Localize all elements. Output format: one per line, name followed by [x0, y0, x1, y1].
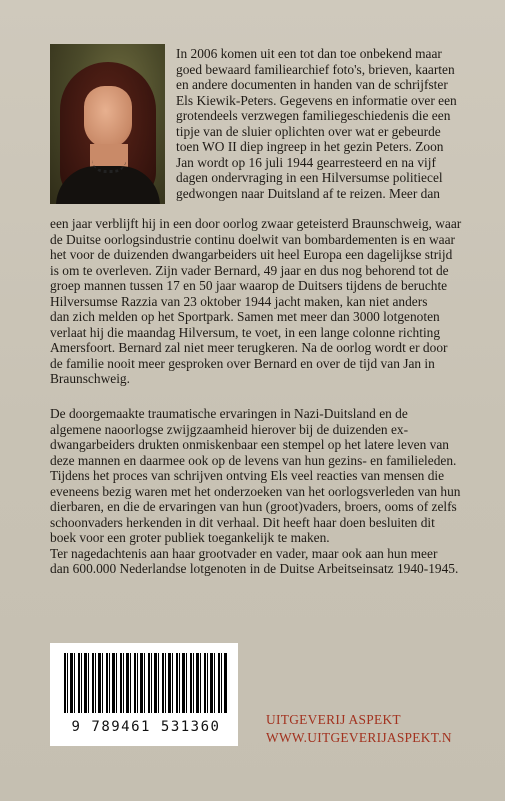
publisher-name: UITGEVERIJ ASPEKT	[266, 712, 401, 727]
text-line: tipje van de sluier oplichten over wat er gebeurde	[176, 123, 441, 139]
text-line: algemene naoorlogse zwijgzaamheid hierover bij de duizenden ex-	[50, 421, 409, 437]
text-line: dagen ondervraging in een Hilversumse politiecel	[176, 170, 443, 185]
text-line: dan 600.000 Nederlandse lotgenoten in de Duitse Arbeitseinsatz 1940-1945.	[50, 561, 459, 576]
isbn-barcode	[50, 643, 238, 746]
publisher-url: WWW.UITGEVERIJASPEKT.N	[266, 730, 452, 745]
text-line: gedwongen naar Duitsland af te reizen. Meer dan	[176, 185, 440, 201]
text-line: dierbaren, en die de ervaringen van hun (groot)vaders, broers, ooms of zelfs	[50, 499, 457, 514]
text-line: Tijdens het proces van schrijven ontving Els veel reacties van mensen die	[50, 468, 445, 483]
barcode-bars	[64, 653, 228, 713]
text-line: dan zich melden op het Sportpark. Samen met meer dan 3000 lotgenoten	[50, 309, 440, 324]
text-line: Ter nagedachtenis aan haar grootvader en vader, maar ook aan hun meer	[50, 545, 438, 561]
text-line: een jaar verblijft hij in een door oorlog zwaar geteisterd Braunschweig, waar	[50, 216, 462, 231]
text-line: Braunschweig.	[50, 371, 130, 386]
text-line: Amersfoort. Bernard zal niet meer terugkeren. Na de oorlog wordt er door	[50, 340, 448, 355]
text-line: Hilversumse Razzia van 23 oktober 1944 jacht maken, kan niet anders	[50, 293, 428, 309]
text-line: dwangarbeiders drukten onmiskenbaar een stempel op het latere leven van	[50, 437, 449, 452]
text-line: het voor de duizenden dwangarbeiders uit heel Europa een dagelijkse strijd	[50, 247, 453, 262]
text-line: de Duitse oorlogsindustrie continu doelwit van bombardementen is en waar	[50, 231, 455, 247]
text-line: boek voor een groter publiek toegankelijk te maken.	[50, 530, 330, 545]
text-line: en andere documenten in handen van de schrijfster	[176, 77, 448, 92]
author-photo	[50, 44, 165, 204]
text-line: toen WO II diep ingreep in het gezin Peters. Zoon	[176, 139, 444, 154]
blurb-paragraph-1-continued	[50, 216, 490, 387]
blurb-paragraph-1	[176, 46, 486, 201]
text-line: In 2006 komen uit een tot dan toe onbekend maar	[176, 46, 442, 61]
isbn-number: 9 789461 531360	[71, 719, 221, 735]
text-line: verlaat hij die maandag Hilversum, te voet, in een lange colonne richting	[50, 324, 441, 340]
text-line: eveneens bezig waren met het onderzoeken van het oorlogsverleden van hun	[50, 483, 461, 499]
text-line: Els Kiewik-Peters. Gegevens en informatie over een	[176, 92, 457, 108]
text-line: grotendeels verzwegen familiegeschiedenis die een	[176, 108, 451, 123]
text-line: goed bewaard familiearchief foto's, brieven, kaarten	[176, 61, 455, 77]
text-line: De doorgemaakte traumatische ervaringen in Nazi-Duitsland en de	[50, 406, 408, 421]
text-line: schoonvaders herkenden in dit verhaal. Dit heeft haar doen besluiten dit	[50, 514, 435, 530]
text-line: groep mannen tussen 17 en 50 jaar waarop de Duitsers tijdens de beruchte	[50, 278, 448, 293]
text-line: Jan wordt op 16 juli 1944 gearresteerd en na vijf	[176, 154, 436, 170]
blurb-paragraph-2	[50, 406, 490, 577]
text-line: de familie nooit meer gesproken over Bernard en over de tijd van Jan in	[50, 355, 435, 371]
text-line: deze mannen en daarmee ook op de levens van hun gezins- en familieleden.	[50, 452, 457, 468]
text-line: is om te overleven. Zijn vader Bernard, 49 jaar en dus nog behorend tot de	[50, 262, 449, 278]
